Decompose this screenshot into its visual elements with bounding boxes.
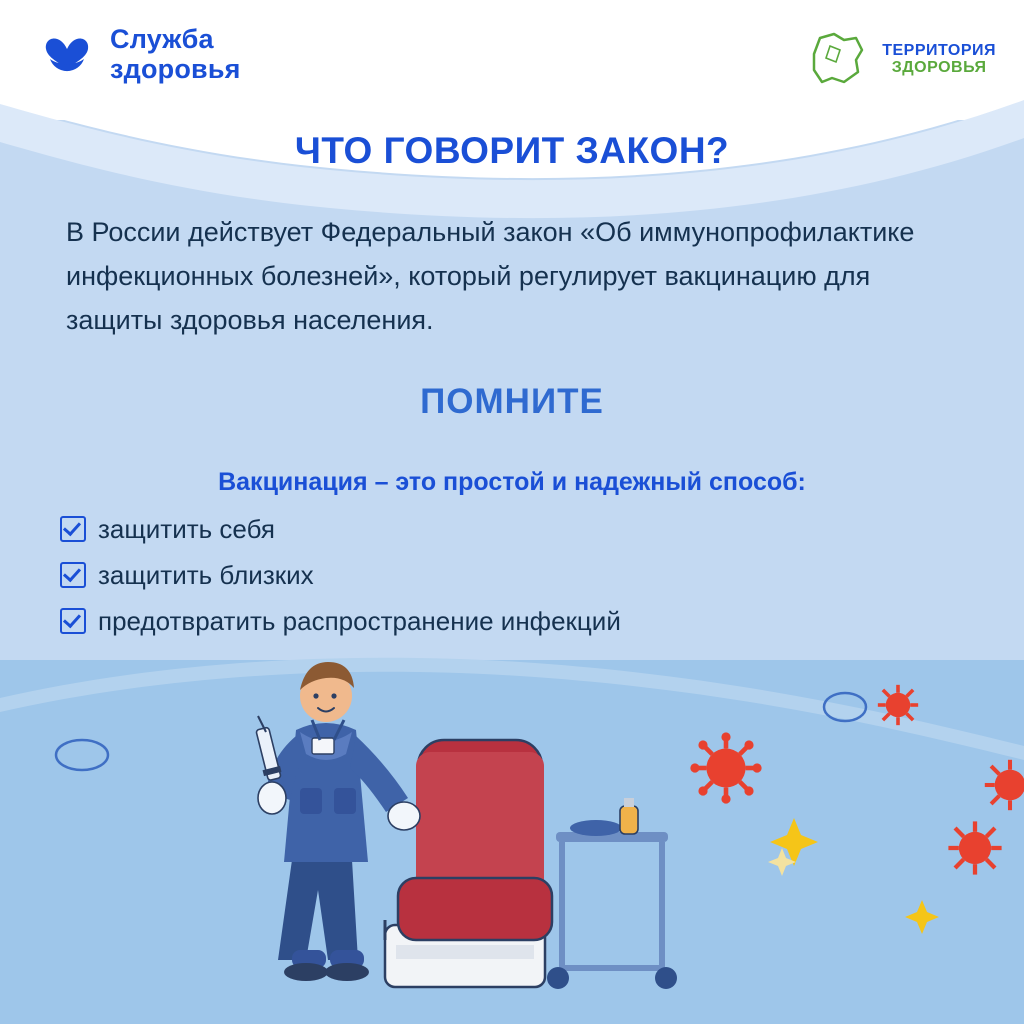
illustration-area (0, 620, 1024, 1024)
service-logo-line1: Служба (110, 24, 214, 54)
checkbox-checked-icon (60, 516, 86, 542)
vaccination-chair-illustration (385, 740, 552, 987)
virus-decoration (690, 685, 1024, 875)
list-item (60, 506, 960, 552)
service-logo-line2: здоровья (110, 54, 241, 84)
territory-logo-line1: ТЕРРИТОРИЯ (882, 42, 996, 60)
service-logo (38, 24, 241, 84)
list-item-label: защитить себя (98, 513, 275, 544)
checkbox-checked-icon (60, 562, 86, 588)
territory-logo (800, 24, 996, 96)
list-item-label: предотвратить распространение инфекций (98, 605, 621, 636)
list-item (60, 552, 960, 598)
territory-logo-text (882, 43, 996, 77)
territory-logo-line2: ЗДОРОВЬЯ (891, 59, 987, 76)
region-map-icon (800, 24, 872, 96)
heart-smile-icon (38, 25, 96, 83)
remember-heading: ПОМНИТЕ (420, 382, 604, 421)
medical-trolley-illustration (547, 798, 677, 989)
service-logo-text (110, 24, 241, 84)
checklist-lead: Вакцинация – это простой и надежный способ: (218, 468, 806, 496)
syringe-icon (256, 716, 282, 781)
page-title: ЧТО ГОВОРИТ ЗАКОН? (294, 130, 730, 171)
list-item-label: защитить близких (98, 559, 314, 590)
sparkle-decoration (768, 818, 939, 934)
law-paragraph: В России действует Федеральный закон «Об иммунопрофилактике инфекционных болезней», который регулирует вакцинацию для защиты здоровья населения. (66, 217, 915, 335)
